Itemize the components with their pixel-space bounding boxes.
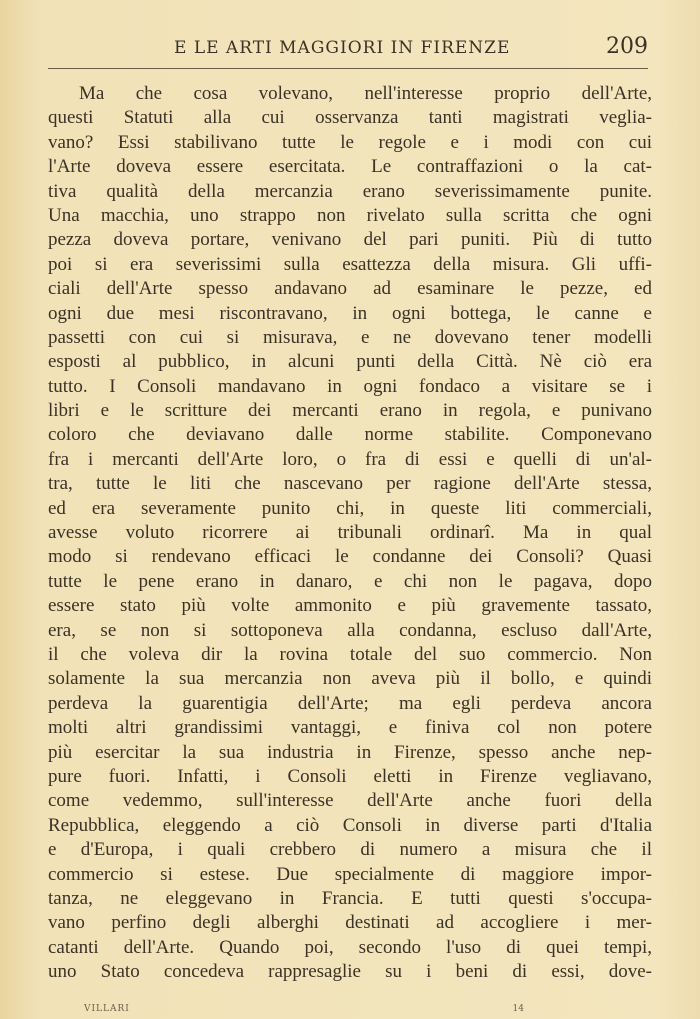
text-line: passetti con cui si misurava, e ne dovevano tener modelli: [48, 326, 652, 348]
text-line: pure fuori. Infatti, i Consoli eletti in Firenze vegliavano,: [48, 765, 652, 787]
text-line: vano? Essi stabilivano tutte le regole e i modi con cui: [48, 131, 652, 153]
page-header: [48, 34, 648, 68]
text-line: più esercitar la sua industria in Firenze, spesso anche nep-: [48, 741, 652, 763]
text-line: essere stato più volte ammonito e più gravemente tassato,: [48, 595, 652, 617]
text-line: questi Statuti alla cui osservanza tanti magistrati veglia-: [48, 107, 652, 129]
folio-number: 14: [512, 1004, 524, 1014]
text-line: l'Arte doveva essere esercitata. Le contraffazioni o la cat-: [48, 156, 652, 178]
text-line: modo si rendevano efficaci le condanne dei Consoli? Quasi: [48, 546, 652, 568]
text-line: era, se non si sottoponeva alla condanna, escluso dall'Arte,: [48, 619, 652, 641]
text-line: il che voleva dir la rovina totale del suo commercio. Non: [48, 643, 652, 665]
text-line: fra i mercanti dell'Arte loro, o fra di essi e quelli di un'al-: [48, 448, 652, 470]
text-line: molti altri grandissimi vantaggi, e finiva col non potere: [48, 717, 652, 739]
text-line: Repubblica, eleggendo a ciò Consoli in diverse parti d'Italia: [48, 814, 652, 836]
text-line: tiva qualità della mercanzia erano severissimamente punite.: [48, 180, 652, 202]
text-line: ed era severamente punito chi, in queste liti commerciali,: [48, 497, 652, 519]
text-line: e d'Europa, i quali crebbero di numero a misura che il: [48, 839, 652, 861]
text-line: vano perfino degli alberghi destinati ad accogliere i mer-: [48, 912, 652, 934]
text-line: tutto. I Consoli mandavano in ogni fondaco a visitare se i: [48, 375, 652, 397]
text-line: ciali dell'Arte spesso andavano ad esaminare le pezze, ed: [48, 278, 652, 300]
body-text: [48, 82, 652, 984]
text-line: avesse voluto ricorrere ai tribunali ordinarî. Ma in qual: [48, 522, 652, 544]
text-line: Ma che cosa volevano, nell'interesse proprio dell'Arte,: [79, 83, 652, 104]
text-line: pezza doveva portare, venivano del pari puniti. Più di tutto: [48, 229, 652, 251]
page-footer: [48, 1004, 648, 1016]
text-line: tanza, ne eleggevano in Francia. E tutti questi s'occupa-: [48, 887, 652, 909]
signature-mark: VILLARI: [84, 1004, 130, 1014]
page-number: 209: [606, 34, 648, 59]
text-line: tutte le pene erano in danaro, e chi non le pagava, dopo: [48, 570, 652, 592]
text-line: uno Stato concedeva rappresaglie su i beni di essi, dove-: [48, 961, 652, 983]
text-line: Una macchia, uno strappo non rivelato sulla scritta che ogni: [48, 204, 652, 226]
text-line: commercio si estese. Due specialmente di maggiore impor-: [48, 863, 652, 885]
text-line: catanti dell'Arte. Quando poi, secondo l'uso di quei tempi,: [48, 936, 652, 958]
text-line: tra, tutte le liti che nascevano per ragione dell'Arte stessa,: [48, 473, 652, 495]
text-line: coloro che deviavano dalle norme stabilite. Componevano: [48, 424, 652, 446]
text-line: ogni due mesi riscontravano, in ogni bottega, le canne e: [48, 302, 652, 324]
text-line: libri e le scritture dei mercanti erano in regola, e punivano: [48, 400, 652, 422]
text-line: poi si era severissimi sulla esattezza della misura. Gli uffi-: [48, 253, 652, 275]
text-line: esposti al pubblico, in alcuni punti della Città. Nè ciò era: [48, 351, 652, 373]
running-title: E LE ARTI MAGGIORI IN FIRENZE: [174, 38, 511, 58]
text-line: come vedemmo, sull'interesse dell'Arte anche fuori della: [48, 790, 652, 812]
text-line: solamente la sua mercanzia non aveva più il bollo, e quindi: [48, 668, 652, 690]
header-rule: [48, 68, 648, 69]
text-line: perdeva la guarentigia dell'Arte; ma egli perdeva ancora: [48, 692, 652, 714]
